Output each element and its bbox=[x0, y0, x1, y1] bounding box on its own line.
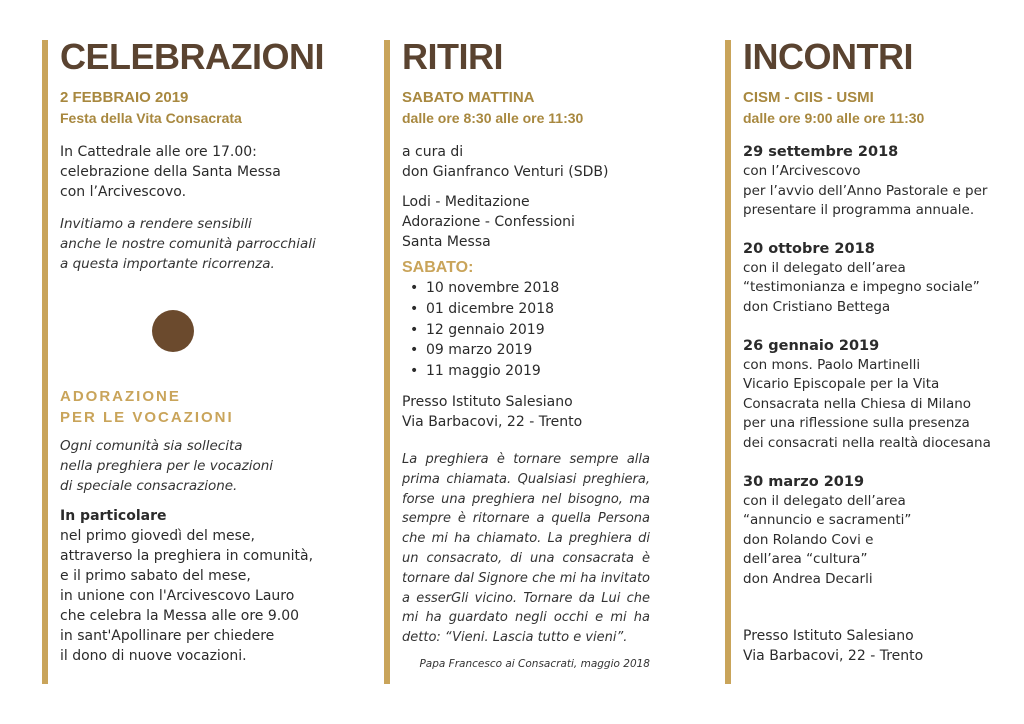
list-item: • 09 marzo 2019 bbox=[402, 340, 650, 361]
event-line: con mons. Paolo Martinelli bbox=[743, 356, 921, 373]
ritiri-programma-3: Santa Messa bbox=[402, 234, 491, 250]
adorazione-text-2: nella preghiera per le vocazioni bbox=[60, 458, 274, 474]
celebrazioni-title: CELEBRAZIONI bbox=[60, 36, 324, 77]
event-line: presentare il programma annuale. bbox=[743, 202, 975, 219]
event-line: con il delegato dell’area bbox=[743, 492, 906, 509]
celebrazioni-invito-3: a questa importante ricorrenza. bbox=[60, 256, 275, 272]
event-block bbox=[743, 142, 1005, 221]
adorazione-title-line-2: PER LE VOCAZIONI bbox=[60, 409, 234, 426]
particolare-title: In particolare bbox=[60, 508, 167, 524]
list-item: • 01 dicembre 2018 bbox=[402, 299, 650, 320]
particolare-line: nel primo giovedì del mese, bbox=[60, 528, 255, 544]
event-line: con l’Arcivescovo bbox=[743, 163, 861, 179]
ritiri-cura-2: don Gianfranco Venturi (SDB) bbox=[402, 164, 609, 180]
event-line: don Andrea Decarli bbox=[743, 570, 873, 587]
event-line: per una riflessione sulla presenza bbox=[743, 415, 970, 432]
accent-bar bbox=[42, 40, 48, 684]
pope-quote: La preghiera è tornare sempre alla prima chiamata. Qualsiasi preghiera, forse una preghiera nel bisogno, ma sempre è ritornare a quella Persona che mi ha chiamato. La preghiera di un consacrato, di una consacrata è tornare dal Signore che mi ha invitato a esserGli vicino. Tornare da Lui che mi ha guardato negli occhi e mi ha detto: “Vieni. Lascia tutto e vieni”. bbox=[402, 451, 650, 646]
adorazione-text-3: di speciale consacrazione. bbox=[60, 478, 238, 494]
event-date: 29 settembre 2018 bbox=[743, 144, 899, 160]
incontri-title: INCONTRI bbox=[743, 36, 913, 77]
ritiri-programma-1: Lodi - Meditazione bbox=[402, 194, 530, 210]
particolare-line: e il primo sabato del mese, bbox=[60, 568, 251, 584]
ritiri-sub-2: dalle ore 8:30 alle ore 11:30 bbox=[402, 110, 584, 126]
accent-bar bbox=[384, 40, 390, 684]
celebrazioni-intro-1: In Cattedrale alle ore 17.00: bbox=[60, 144, 257, 160]
particolare-line: attraverso la preghiera in comunità, bbox=[60, 548, 314, 564]
celebrazioni-invito-1: Invitiamo a rendere sensibili bbox=[60, 216, 252, 232]
column-incontri bbox=[725, 36, 1005, 684]
event-date: 26 gennaio 2019 bbox=[743, 337, 880, 354]
column-ritiri bbox=[384, 36, 650, 684]
quote-source: Papa Francesco ai Consacrati, maggio 2018 bbox=[419, 657, 650, 670]
incontri-luogo-2: Via Barbacovi, 22 - Trento bbox=[743, 647, 924, 664]
adorazione-title-line-1: ADORAZIONE bbox=[60, 388, 181, 405]
event-line: per l’avvio dell’Anno Pastorale e per bbox=[743, 182, 988, 199]
incontri-luogo-1: Presso Istituto Salesiano bbox=[743, 627, 914, 644]
event-line: “testimonianza e impegno sociale” bbox=[743, 279, 980, 296]
ritiri-title: RITIRI bbox=[402, 36, 503, 77]
particolare-line: il dono di nuove vocazioni. bbox=[60, 648, 247, 664]
list-item: • 10 novembre 2018 bbox=[402, 278, 650, 299]
celebrazioni-festa: Festa della Vita Consacrata bbox=[60, 110, 242, 126]
decorative-dot bbox=[152, 310, 194, 352]
particolare-line: in unione con l'Arcivescovo Lauro bbox=[60, 588, 295, 604]
adorazione-title bbox=[60, 386, 342, 428]
ritiri-dates-list bbox=[402, 278, 650, 382]
event-block bbox=[743, 472, 1005, 590]
celebrazioni-invito-2: anche le nostre comunità parrocchiali bbox=[60, 236, 316, 252]
ritiri-luogo-1: Presso Istituto Salesiano bbox=[402, 393, 573, 410]
event-line: Vicario Episcopale per la Vita bbox=[743, 376, 940, 393]
list-item: • 12 gennaio 2019 bbox=[402, 320, 650, 341]
event-block bbox=[743, 336, 1005, 454]
sabato-label: SABATO: bbox=[402, 259, 474, 276]
celebrazioni-date: 2 FEBBRAIO 2019 bbox=[60, 89, 189, 106]
celebrazioni-intro-2: celebrazione della Santa Messa bbox=[60, 164, 281, 180]
particolare-line: in sant'Apollinare per chiedere bbox=[60, 628, 275, 644]
incontri-sub-1: CISM - CIIS - USMI bbox=[743, 89, 874, 106]
ritiri-programma-2: Adorazione - Confessioni bbox=[402, 214, 575, 230]
event-line: con il delegato dell’area bbox=[743, 259, 906, 276]
event-line: dei consacrati nella realtà diocesana bbox=[743, 434, 991, 451]
incontri-sub-2: dalle ore 9:00 alle ore 11:30 bbox=[743, 110, 925, 126]
event-line: “annuncio e sacramenti” bbox=[743, 512, 912, 529]
ritiri-sub-1: SABATO MATTINA bbox=[402, 89, 535, 106]
adorazione-text-1: Ogni comunità sia sollecita bbox=[60, 438, 243, 454]
event-date: 30 marzo 2019 bbox=[743, 473, 865, 490]
column-celebrazioni bbox=[42, 36, 342, 684]
particolare-line: che celebra la Messa alle ore 9.00 bbox=[60, 608, 300, 624]
ritiri-luogo-2: Via Barbacovi, 22 - Trento bbox=[402, 413, 583, 430]
accent-bar bbox=[725, 40, 731, 684]
event-line: don Cristiano Bettega bbox=[743, 298, 891, 315]
event-date: 20 ottobre 2018 bbox=[743, 240, 875, 257]
event-line: dell’area “cultura” bbox=[743, 551, 868, 568]
event-line: Consacrata nella Chiesa di Milano bbox=[743, 395, 972, 412]
celebrazioni-intro-3: con l’Arcivescovo. bbox=[60, 184, 187, 200]
event-block bbox=[743, 239, 1005, 318]
list-item: • 11 maggio 2019 bbox=[402, 361, 650, 382]
ritiri-cura-1: a cura di bbox=[402, 144, 464, 160]
event-line: don Rolando Covi e bbox=[743, 531, 874, 548]
